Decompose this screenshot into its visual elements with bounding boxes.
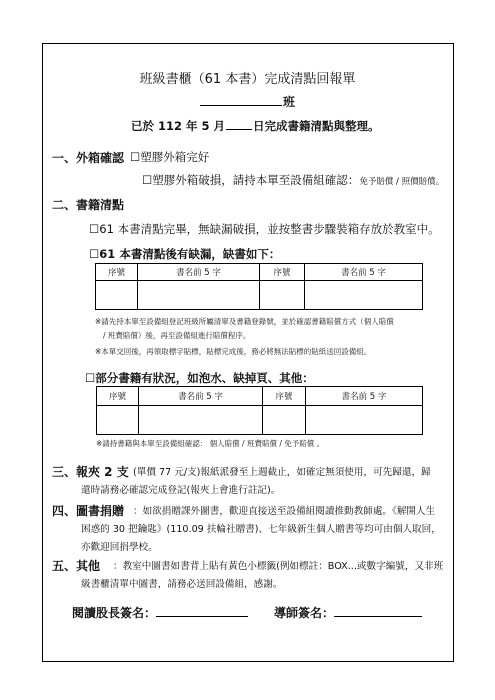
date-suffix: 日完成書籍清點與整理。	[253, 119, 380, 133]
section2-option-complete[interactable]: ☐61 本書清點完畢，無缺漏破損，並按整書步驟裝箱存放於教室中。	[89, 222, 440, 236]
section4-line3: 亦歡迎回捐學校。	[81, 542, 158, 553]
table2-cell[interactable]	[97, 406, 139, 435]
table1-header-no-1: 序號	[96, 264, 138, 281]
teacher-signature-label: 導師簽名：	[274, 606, 335, 620]
leader-signature-label: 閱讀股長簽名：	[72, 606, 157, 620]
class-suffix: 班	[283, 95, 296, 109]
class-blank-field[interactable]	[200, 94, 282, 106]
section1-heading: 一、外箱確認	[52, 151, 125, 165]
section2-heading: 二、書籍清點	[52, 198, 125, 212]
date-line	[131, 118, 380, 134]
section1-option-damaged-compensation: 免予賠償 / 照價賠償。	[359, 177, 445, 187]
section3-heading: 三、報夾 2 支	[52, 465, 129, 479]
leader-signature-field[interactable]	[156, 604, 248, 617]
table1-cell[interactable]	[305, 281, 423, 310]
section5-heading: 五、其他	[52, 559, 101, 573]
section4-line2: 困惑的 30 把鑰匙》(110.09 扶輪社贈書)、七年級新生個人贈書等均可由個人取回，	[81, 524, 441, 535]
section3-line2: 還時請務必確認完成登記(報夾上會進行註記)。	[81, 485, 281, 496]
class-line	[200, 93, 295, 110]
table1-cell[interactable]	[138, 281, 260, 310]
table2-header-title-1: 書名前 5 字	[139, 387, 263, 406]
section2-option-missing[interactable]: ☐61 本書清點後有缺漏，缺書如下：	[89, 247, 281, 261]
section1-option-intact[interactable]: ☐塑膠外箱完好	[130, 150, 210, 164]
table2-header-no-2: 序號	[263, 387, 306, 406]
section2-note2: ※本單交回後，再領取標字貼標，貼標完成後，務必將無法貼標的貼紙送回設備組。	[95, 347, 372, 356]
damaged-books-table	[96, 386, 423, 435]
table2-header-title-2: 書名前 5 字	[306, 387, 423, 406]
section4-heading: 四、圖書捐贈	[52, 504, 125, 518]
section1-option-damaged-label: ☐塑膠外箱破損，請持本單至設備組確認：	[142, 173, 360, 187]
date-prefix: 已於 112 年 5 月	[131, 119, 226, 133]
table2-cell[interactable]	[263, 406, 306, 435]
day-blank-field[interactable]	[226, 119, 252, 130]
table1-header-title-1: 書名前 5 字	[138, 264, 260, 281]
section4-line1: ：如欲捐贈課外圖書，歡迎直接送至設備組閱讀推動教師處。《解開人生	[133, 506, 436, 517]
table1-header-title-2: 書名前 5 字	[305, 264, 423, 281]
missing-books-table	[95, 263, 423, 310]
section3-line1: (單價 77 元/支)報紙派發至上週截止，如確定無須使用，可先歸還，歸	[133, 467, 431, 478]
section5-line1: ：教室中圖書如書背上貼有黃色小標籤(例如標註：BOX...或數字編號，又非班	[113, 561, 444, 572]
leader-signature	[72, 604, 248, 621]
section1-option-damaged[interactable]	[142, 172, 444, 188]
teacher-signature-field[interactable]	[334, 604, 422, 617]
table2-cell[interactable]	[306, 406, 423, 435]
section2-option-condition[interactable]: ☐部分書籍有狀況，如泡水、缺掉頁、其他：	[85, 371, 314, 385]
section5-line2: 級書櫃清單中圖書，請務必送回設備組，感謝。	[81, 579, 283, 590]
table2-header-no-1: 序號	[97, 387, 139, 406]
section2-note1-line1: ※請先持本單至設備組登記班級所屬清單及書籍登錄號，並於確認書籍賠償方式（個人賠償	[95, 317, 394, 326]
form-title: 班級書櫃（61 本書）完成清點回報單	[139, 72, 356, 87]
table1-cell[interactable]	[260, 281, 305, 310]
section2-note1-line2: / 班費賠償）後，再至設備組進行賠償程序。	[103, 331, 251, 340]
table2-cell[interactable]	[139, 406, 263, 435]
teacher-signature	[274, 604, 422, 621]
table1-header-no-2: 序號	[260, 264, 305, 281]
section2-note3: ※請持書籍與本單至設備組確認： 個人賠償 / 班費賠償 / 免予賠償 。	[96, 439, 325, 448]
table1-cell[interactable]	[96, 281, 138, 310]
